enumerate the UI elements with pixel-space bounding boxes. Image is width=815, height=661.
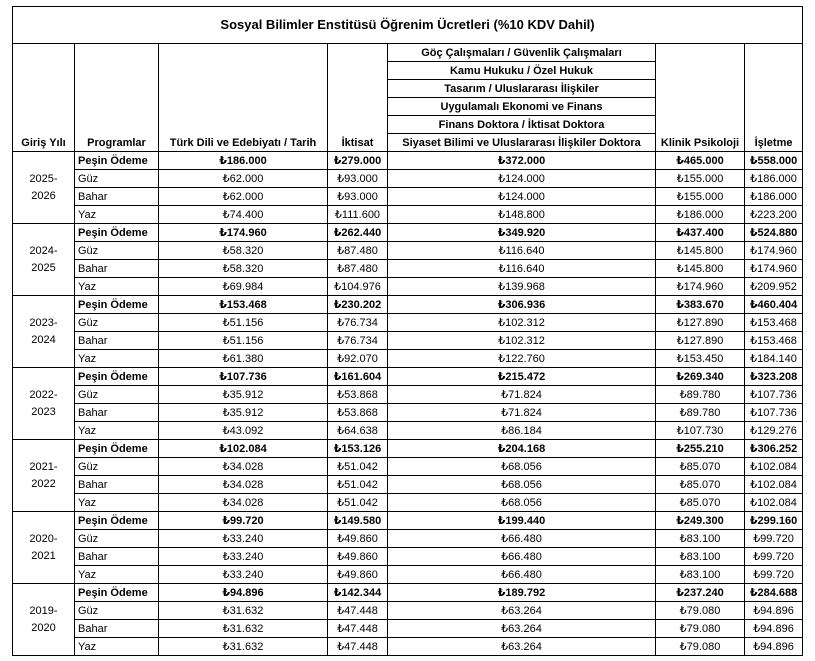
payment-type-cell: Bahar	[75, 476, 159, 494]
cell-economics: ₺230.202	[328, 296, 388, 314]
cell-clinical-psychology: ₺79.080	[656, 638, 745, 656]
cell-clinical-psychology: ₺437.400	[656, 224, 745, 242]
cell-business: ₺284.688	[745, 584, 803, 602]
entry-year-start: 2022-	[29, 388, 58, 401]
cell-business: ₺107.736	[745, 386, 803, 404]
entry-year-end: 2024	[31, 333, 56, 346]
cell-group-programs: ₺148.800	[388, 206, 656, 224]
cell-business: ₺99.720	[745, 530, 803, 548]
table-row	[13, 494, 803, 512]
payment-type-cell: Peşin Ödeme	[75, 296, 159, 314]
cell-economics: ₺64.638	[328, 422, 388, 440]
payment-type-cell: Peşin Ödeme	[75, 224, 159, 242]
cell-business: ₺94.896	[745, 602, 803, 620]
header-economics: İktisat	[328, 44, 388, 152]
header-group-program: Finans Doktora / İktisat Doktora	[388, 116, 656, 134]
cell-clinical-psychology: ₺174.960	[656, 278, 745, 296]
table-row	[13, 566, 803, 584]
cell-clinical-psychology: ₺249.300	[656, 512, 745, 530]
payment-type-cell: Bahar	[75, 404, 159, 422]
cell-clinical-psychology: ₺127.890	[656, 332, 745, 350]
cell-business: ₺153.468	[745, 314, 803, 332]
payment-type-cell: Yaz	[75, 350, 159, 368]
cell-economics: ₺111.600	[328, 206, 388, 224]
entry-year-start: 2023-	[29, 316, 58, 329]
cell-clinical-psychology: ₺153.450	[656, 350, 745, 368]
cell-turkish-history: ₺62.000	[159, 170, 328, 188]
cell-clinical-psychology: ₺269.340	[656, 368, 745, 386]
table-row	[13, 332, 803, 350]
cell-group-programs: ₺116.640	[388, 260, 656, 278]
cell-business: ₺102.084	[745, 476, 803, 494]
cell-turkish-history: ₺43.092	[159, 422, 328, 440]
header-group-program: Göç Çalışmaları / Güvenlik Çalışmaları	[388, 44, 656, 62]
cell-business: ₺184.140	[745, 350, 803, 368]
cell-group-programs: ₺71.824	[388, 386, 656, 404]
cell-turkish-history: ₺35.912	[159, 386, 328, 404]
cell-turkish-history: ₺102.084	[159, 440, 328, 458]
cell-clinical-psychology: ₺145.800	[656, 242, 745, 260]
cell-turkish-history: ₺62.000	[159, 188, 328, 206]
cell-business: ₺186.000	[745, 170, 803, 188]
cell-clinical-psychology: ₺155.000	[656, 188, 745, 206]
payment-type-cell: Güz	[75, 170, 159, 188]
cell-clinical-psychology: ₺465.000	[656, 152, 745, 170]
table-row	[13, 152, 803, 170]
cell-business: ₺102.084	[745, 458, 803, 476]
payment-type-cell: Peşin Ödeme	[75, 440, 159, 458]
cell-turkish-history: ₺61.380	[159, 350, 328, 368]
cell-turkish-history: ₺74.400	[159, 206, 328, 224]
cell-economics: ₺87.480	[328, 242, 388, 260]
cell-business: ₺558.000	[745, 152, 803, 170]
cell-clinical-psychology: ₺155.000	[656, 170, 745, 188]
cell-business: ₺153.468	[745, 332, 803, 350]
cell-business: ₺460.404	[745, 296, 803, 314]
cell-economics: ₺53.868	[328, 386, 388, 404]
entry-year-start: 2020-	[29, 532, 58, 545]
cell-economics: ₺92.070	[328, 350, 388, 368]
table-row	[13, 458, 803, 476]
table-row	[13, 170, 803, 188]
cell-group-programs: ₺124.000	[388, 188, 656, 206]
entry-year-end: 2021	[31, 549, 56, 562]
entry-year-end: 2025	[31, 261, 56, 274]
cell-turkish-history: ₺58.320	[159, 242, 328, 260]
cell-economics: ₺93.000	[328, 170, 388, 188]
cell-turkish-history: ₺94.896	[159, 584, 328, 602]
cell-turkish-history: ₺51.156	[159, 314, 328, 332]
entry-year-start: 2025-	[29, 172, 58, 185]
cell-economics: ₺53.868	[328, 404, 388, 422]
entry-year-end: 2023	[31, 405, 56, 418]
cell-clinical-psychology: ₺186.000	[656, 206, 745, 224]
cell-business: ₺174.960	[745, 260, 803, 278]
cell-group-programs: ₺63.264	[388, 620, 656, 638]
cell-economics: ₺76.734	[328, 332, 388, 350]
table-row	[13, 296, 803, 314]
table-row	[13, 422, 803, 440]
cell-turkish-history: ₺69.984	[159, 278, 328, 296]
table-row	[13, 602, 803, 620]
payment-type-cell: Peşin Ödeme	[75, 368, 159, 386]
cell-clinical-psychology: ₺83.100	[656, 566, 745, 584]
entry-year-cell	[13, 224, 75, 296]
cell-turkish-history: ₺34.028	[159, 494, 328, 512]
entry-year-end: 2022	[31, 477, 56, 490]
cell-clinical-psychology: ₺127.890	[656, 314, 745, 332]
table-row	[13, 188, 803, 206]
cell-group-programs: ₺204.168	[388, 440, 656, 458]
table-row	[13, 314, 803, 332]
cell-economics: ₺49.860	[328, 530, 388, 548]
cell-turkish-history: ₺34.028	[159, 458, 328, 476]
cell-clinical-psychology: ₺83.100	[656, 548, 745, 566]
cell-turkish-history: ₺107.736	[159, 368, 328, 386]
cell-economics: ₺76.734	[328, 314, 388, 332]
table-row	[13, 584, 803, 602]
cell-clinical-psychology: ₺79.080	[656, 602, 745, 620]
header-group-program: Kamu Hukuku / Özel Hukuk	[388, 62, 656, 80]
table-row	[13, 242, 803, 260]
cell-clinical-psychology: ₺107.730	[656, 422, 745, 440]
table-row	[13, 476, 803, 494]
cell-economics: ₺47.448	[328, 638, 388, 656]
entry-year-cell	[13, 152, 75, 224]
table-row	[13, 350, 803, 368]
cell-economics: ₺93.000	[328, 188, 388, 206]
table-row	[13, 278, 803, 296]
table-row	[13, 260, 803, 278]
cell-economics: ₺47.448	[328, 602, 388, 620]
cell-group-programs: ₺68.056	[388, 494, 656, 512]
header-turkish-history: Türk Dili ve Edebiyatı / Tarih	[159, 44, 328, 152]
cell-clinical-psychology: ₺237.240	[656, 584, 745, 602]
payment-type-cell: Güz	[75, 530, 159, 548]
payment-type-cell: Peşin Ödeme	[75, 584, 159, 602]
cell-turkish-history: ₺186.000	[159, 152, 328, 170]
payment-type-cell: Yaz	[75, 494, 159, 512]
cell-turkish-history: ₺33.240	[159, 530, 328, 548]
cell-turkish-history: ₺153.468	[159, 296, 328, 314]
cell-group-programs: ₺71.824	[388, 404, 656, 422]
entry-year-cell	[13, 368, 75, 440]
cell-turkish-history: ₺31.632	[159, 620, 328, 638]
table-row	[13, 404, 803, 422]
cell-business: ₺323.208	[745, 368, 803, 386]
payment-type-cell: Bahar	[75, 260, 159, 278]
entry-year-end: 2020	[31, 621, 56, 634]
cell-economics: ₺47.448	[328, 620, 388, 638]
tuition-fee-table	[12, 6, 803, 656]
cell-clinical-psychology: ₺85.070	[656, 476, 745, 494]
cell-clinical-psychology: ₺85.070	[656, 494, 745, 512]
entry-year-start: 2021-	[29, 460, 58, 473]
cell-group-programs: ₺372.000	[388, 152, 656, 170]
payment-type-cell: Bahar	[75, 620, 159, 638]
cell-economics: ₺262.440	[328, 224, 388, 242]
fee-table-container	[12, 6, 803, 656]
payment-type-cell: Yaz	[75, 422, 159, 440]
cell-group-programs: ₺102.312	[388, 314, 656, 332]
cell-group-programs: ₺116.640	[388, 242, 656, 260]
cell-economics: ₺51.042	[328, 494, 388, 512]
header-group-program: Siyaset Bilimi ve Uluslararası İlişkiler Doktora	[388, 134, 656, 152]
cell-economics: ₺279.000	[328, 152, 388, 170]
cell-clinical-psychology: ₺145.800	[656, 260, 745, 278]
cell-group-programs: ₺68.056	[388, 458, 656, 476]
table-row	[13, 512, 803, 530]
payment-type-cell: Güz	[75, 314, 159, 332]
table-row	[13, 386, 803, 404]
table-row	[13, 368, 803, 386]
payment-type-cell: Peşin Ödeme	[75, 512, 159, 530]
cell-group-programs: ₺199.440	[388, 512, 656, 530]
payment-type-cell: Bahar	[75, 548, 159, 566]
table-title: Sosyal Bilimler Enstitüsü Öğrenim Ücretleri (%10 KDV Dahil)	[13, 7, 803, 44]
cell-group-programs: ₺68.056	[388, 476, 656, 494]
payment-type-cell: Yaz	[75, 566, 159, 584]
payment-type-cell: Güz	[75, 386, 159, 404]
cell-business: ₺299.160	[745, 512, 803, 530]
cell-business: ₺524.880	[745, 224, 803, 242]
table-row	[13, 638, 803, 656]
cell-business: ₺94.896	[745, 620, 803, 638]
header-clinical-psychology: Klinik Psikoloji	[656, 44, 745, 152]
payment-type-cell: Yaz	[75, 278, 159, 296]
entry-year-cell	[13, 440, 75, 512]
cell-turkish-history: ₺35.912	[159, 404, 328, 422]
payment-type-cell: Yaz	[75, 638, 159, 656]
payment-type-cell: Bahar	[75, 332, 159, 350]
cell-group-programs: ₺349.920	[388, 224, 656, 242]
cell-turkish-history: ₺174.960	[159, 224, 328, 242]
cell-turkish-history: ₺33.240	[159, 548, 328, 566]
cell-business: ₺306.252	[745, 440, 803, 458]
table-row	[13, 206, 803, 224]
table-row	[13, 620, 803, 638]
cell-group-programs: ₺66.480	[388, 566, 656, 584]
cell-clinical-psychology: ₺85.070	[656, 458, 745, 476]
cell-turkish-history: ₺58.320	[159, 260, 328, 278]
payment-type-cell: Yaz	[75, 206, 159, 224]
cell-economics: ₺87.480	[328, 260, 388, 278]
cell-clinical-psychology: ₺255.210	[656, 440, 745, 458]
header-group-program: Tasarım / Uluslararası İlişkiler	[388, 80, 656, 98]
cell-economics: ₺49.860	[328, 548, 388, 566]
cell-group-programs: ₺102.312	[388, 332, 656, 350]
payment-type-cell: Bahar	[75, 188, 159, 206]
cell-economics: ₺49.860	[328, 566, 388, 584]
cell-group-programs: ₺66.480	[388, 530, 656, 548]
cell-business: ₺102.084	[745, 494, 803, 512]
cell-clinical-psychology: ₺83.100	[656, 530, 745, 548]
payment-type-cell: Güz	[75, 242, 159, 260]
cell-group-programs: ₺139.968	[388, 278, 656, 296]
table-row	[13, 224, 803, 242]
cell-turkish-history: ₺31.632	[159, 602, 328, 620]
cell-group-programs: ₺86.184	[388, 422, 656, 440]
cell-turkish-history: ₺51.156	[159, 332, 328, 350]
entry-year-start: 2019-	[29, 604, 58, 617]
cell-economics: ₺161.604	[328, 368, 388, 386]
cell-economics: ₺51.042	[328, 458, 388, 476]
header-entry-year: Giriş Yılı	[13, 44, 75, 152]
entry-year-cell	[13, 584, 75, 656]
entry-year-cell	[13, 296, 75, 368]
cell-business: ₺174.960	[745, 242, 803, 260]
cell-economics: ₺142.344	[328, 584, 388, 602]
cell-business: ₺94.896	[745, 638, 803, 656]
cell-business: ₺209.952	[745, 278, 803, 296]
cell-business: ₺186.000	[745, 188, 803, 206]
cell-clinical-psychology: ₺89.780	[656, 404, 745, 422]
cell-business: ₺129.276	[745, 422, 803, 440]
payment-type-cell: Güz	[75, 458, 159, 476]
entry-year-end: 2026	[31, 189, 56, 202]
cell-group-programs: ₺124.000	[388, 170, 656, 188]
table-row	[13, 440, 803, 458]
entry-year-cell	[13, 512, 75, 584]
table-row	[13, 548, 803, 566]
header-programs: Programlar	[75, 44, 159, 152]
cell-group-programs: ₺215.472	[388, 368, 656, 386]
cell-business: ₺107.736	[745, 404, 803, 422]
header-group-program: Uygulamalı Ekonomi ve Finans	[388, 98, 656, 116]
cell-business: ₺223.200	[745, 206, 803, 224]
cell-group-programs: ₺306.936	[388, 296, 656, 314]
cell-turkish-history: ₺99.720	[159, 512, 328, 530]
payment-type-cell: Güz	[75, 602, 159, 620]
cell-economics: ₺104.976	[328, 278, 388, 296]
cell-business: ₺99.720	[745, 548, 803, 566]
cell-economics: ₺51.042	[328, 476, 388, 494]
cell-turkish-history: ₺31.632	[159, 638, 328, 656]
cell-clinical-psychology: ₺89.780	[656, 386, 745, 404]
cell-group-programs: ₺63.264	[388, 602, 656, 620]
cell-clinical-psychology: ₺383.670	[656, 296, 745, 314]
cell-group-programs: ₺189.792	[388, 584, 656, 602]
cell-economics: ₺153.126	[328, 440, 388, 458]
payment-type-cell: Peşin Ödeme	[75, 152, 159, 170]
header-business: İşletme	[745, 44, 803, 152]
table-row	[13, 530, 803, 548]
cell-turkish-history: ₺34.028	[159, 476, 328, 494]
entry-year-start: 2024-	[29, 244, 58, 257]
cell-clinical-psychology: ₺79.080	[656, 620, 745, 638]
cell-group-programs: ₺66.480	[388, 548, 656, 566]
cell-turkish-history: ₺33.240	[159, 566, 328, 584]
cell-business: ₺99.720	[745, 566, 803, 584]
cell-group-programs: ₺122.760	[388, 350, 656, 368]
cell-group-programs: ₺63.264	[388, 638, 656, 656]
cell-economics: ₺149.580	[328, 512, 388, 530]
